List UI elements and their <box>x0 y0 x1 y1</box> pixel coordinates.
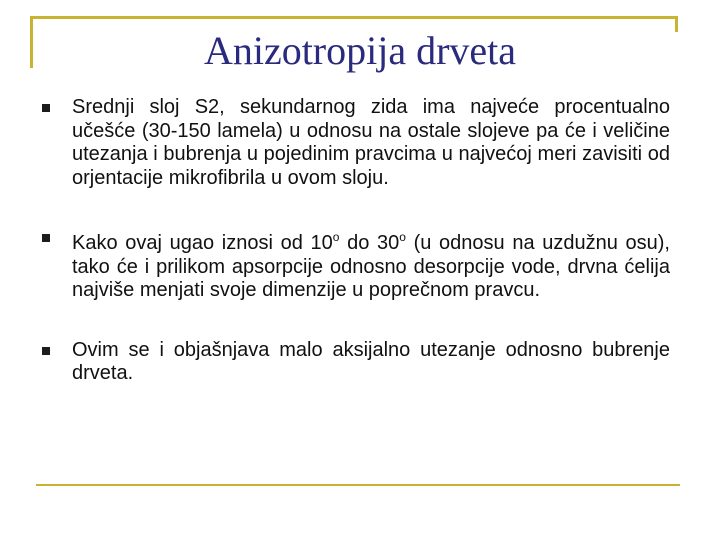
bullet-item-1 <box>38 96 670 190</box>
bullet-text-1: Srednji sloj S2, sekundarnog zida ima najveće procentualno učešće (30-150 lamela) u odnosu na ostale slojeve pa će i veličine utezanja i bubrenja u pojedinim pravcima u najvećoj meri zavisiti od orjentacije mikrofibrila u ovom sloju. <box>72 96 670 189</box>
slide-title: Anizotropija drveta <box>203 28 517 73</box>
bullet-text-3: Ovim se i objašnjava malo aksijalno utezanje odnosno bubrenje drveta. <box>72 338 670 384</box>
degree-mark: o <box>332 230 340 244</box>
bullet-text-2-part-c: (u odnosu na uzdužnu osu), tako će i prilikom apsorpcije odnosno desorpcije vode, drvna ćelija najviše menjati svoje dimenzije u poprečnom pravcu. <box>72 232 670 301</box>
bullet-item-2 <box>38 226 670 303</box>
square-bullet-icon <box>42 347 50 355</box>
bullet-text-2 <box>72 226 670 303</box>
bullet-list <box>38 96 670 422</box>
bullet-text-2-part-b: do 30 <box>339 232 400 254</box>
bullet-item-3 <box>38 339 670 386</box>
bullet-text-2-part-a: Kako ovaj ugao iznosi od 10 <box>72 232 333 254</box>
frame-bottom-line <box>36 484 680 486</box>
frame-top-line <box>30 16 678 19</box>
square-bullet-icon <box>42 104 50 112</box>
degree-mark: o <box>399 230 406 244</box>
square-bullet-icon <box>42 234 50 242</box>
